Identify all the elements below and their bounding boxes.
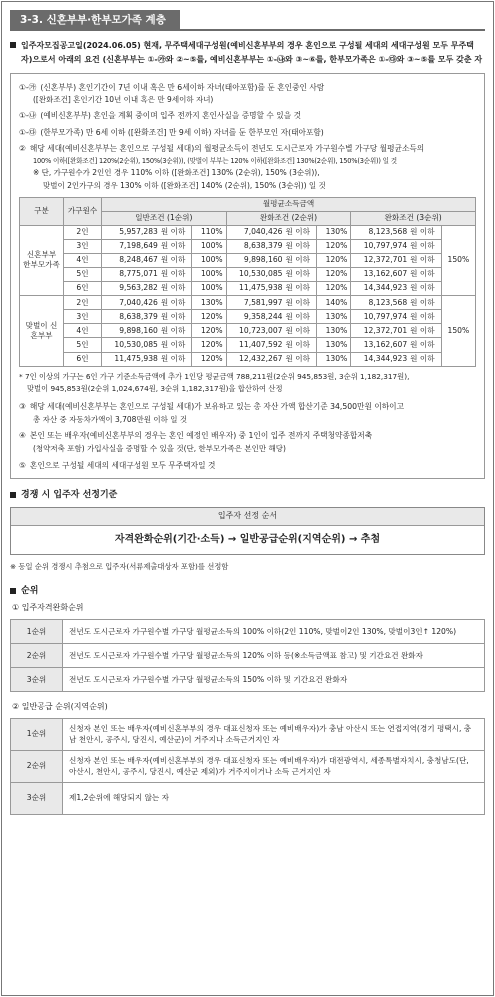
relax2-amount: 11,475,938 [226, 282, 284, 296]
unit-label: 원 이하 [160, 352, 192, 366]
unit-label: 원 이하 [285, 267, 317, 281]
income-row [20, 267, 476, 281]
selection-heading [10, 489, 485, 501]
eligibility-intro [10, 39, 485, 67]
unit-label: 원 이하 [285, 338, 317, 352]
unit-label: 원 이하 [160, 253, 192, 267]
relax2-amount: 9,358,244 [226, 310, 284, 324]
general-percent: 100% [192, 282, 226, 296]
general-percent: 120% [192, 324, 226, 338]
selection-note: ※ 동일 순위 경쟁시 추첨으로 입주자(서류제출대상자 포함)를 선정함 [10, 561, 229, 571]
general-amount: 7,040,426 [102, 296, 160, 310]
unit-label: 원 이하 [409, 338, 441, 352]
member-count: 3인 [64, 310, 102, 324]
rank2-table [10, 718, 485, 815]
item-1a [19, 81, 476, 94]
item-1a-relaxed: ([완화조건] 혼인기간 10년 이내 혹은 만 9세이하 자녀) [33, 94, 214, 104]
square-bullet-icon [10, 42, 16, 48]
item-1a-number: ①-㉮ [19, 83, 37, 93]
relax3-amount: 13,162,607 [351, 267, 409, 281]
relax2-percent: 120% [317, 239, 351, 253]
unit-label: 원 이하 [285, 239, 317, 253]
rank-description: 신청자 본인 또는 배우자(예비신혼부부의 경우 대표신청자 또는 예비배우자)가 대전광역시, 세종특별자치시, 충청남도(단, 아산시, 천안시, 공주시, 당진시, 예산군 제외)가 거주지이거나 소득 근거지인 자 [63, 751, 485, 783]
item-5-text: 혼인으로 구성될 세대의 세대구성원 모두 무주택자일 것 [29, 460, 216, 470]
general-percent: 120% [192, 310, 226, 324]
rank-label: 2순위 [11, 644, 63, 668]
section-title: 3-3. 신혼부부·한부모가족 계층 [10, 10, 180, 30]
general-amount: 8,775,071 [102, 267, 160, 281]
item-3-number: ③ [19, 402, 26, 412]
unit-label: 원 이하 [160, 239, 192, 253]
unit-label: 원 이하 [285, 310, 317, 324]
unit-label: 원 이하 [160, 310, 192, 324]
col-income: 월평균소득금액 [102, 197, 476, 211]
relax3-amount: 8,123,568 [351, 225, 409, 239]
general-amount: 10,530,085 [102, 338, 160, 352]
unit-label: 원 이하 [160, 338, 192, 352]
rank2-subheading: ② 일반공급 순위(지역순위) [12, 702, 108, 712]
relax3-amount: 13,162,607 [351, 338, 409, 352]
item-2-number: ② [19, 144, 26, 154]
relax3-amount: 10,797,974 [351, 310, 409, 324]
unit-label: 원 이하 [160, 324, 192, 338]
selection-order-flow: 자격완화순위(기간·소득) → 일반공급순위(지역순위) → 추첨 [114, 534, 381, 545]
unit-label: 원 이하 [160, 282, 192, 296]
relax2-amount: 10,723,007 [226, 324, 284, 338]
member-count: 6인 [64, 282, 102, 296]
member-count: 5인 [64, 338, 102, 352]
relax2-amount: 11,407,592 [226, 338, 284, 352]
general-amount: 9,898,160 [102, 324, 160, 338]
relax2-amount: 7,581,997 [226, 296, 284, 310]
member-count: 6인 [64, 352, 102, 366]
item-1a-text: (신혼부부) 혼인기간이 7년 이내 혹은 만 6세이하 자녀(태아포함)를 둔 혼인중인 사람 [40, 83, 325, 93]
item-1b [19, 109, 476, 122]
rank1-table [10, 619, 485, 692]
group-label: 신혼부부 한부모가족 [20, 225, 64, 295]
unit-label: 원 이하 [409, 267, 441, 281]
unit-label: 원 이하 [285, 296, 317, 310]
general-percent: 110% [192, 225, 226, 239]
eligibility-intro-text: 입주자모집공고일(2024.06.05) 현재, 무주택세대구성원(예비신혼부부의 경우 혼인으로 구성될 세대의 세대구성원 모두 무주택자)으로서 아래의 요건 (신혼부부는 ①-㉮와 ②~⑤를, 예비신혼부부는 ①-㉯와 ③~⑥를, 한부모가족은 ①-㉰와 ③~⑤를 모두 갖춘 자 [21, 41, 483, 65]
member-count: 4인 [64, 253, 102, 267]
unit-label: 원 이하 [160, 225, 192, 239]
relax2-amount: 7,040,426 [226, 225, 284, 239]
unit-label: 원 이하 [285, 352, 317, 366]
income-row [20, 352, 476, 366]
rank-description: 전년도 도시근로자 가구원수별 가구당 월평균소득의 120% 이하 등(※소득금액표 참고) 및 기간요건 완화자 [63, 644, 485, 668]
group-label: 맞벌이 신혼부부 [20, 296, 64, 366]
item-1c-number: ①-㉰ [19, 127, 37, 137]
relax2-amount: 10,530,085 [226, 267, 284, 281]
relax2-amount: 8,638,379 [226, 239, 284, 253]
relax3-amount: 12,372,701 [351, 253, 409, 267]
unit-label: 원 이하 [160, 267, 192, 281]
unit-label: 원 이하 [409, 296, 441, 310]
item-4-sub: (청약저축 포함) 가입사실을 증명할 수 있을 것(단, 한부모가족은 본인만 해당) [33, 443, 286, 453]
unit-label: 원 이하 [409, 310, 441, 324]
relax2-percent: 130% [317, 310, 351, 324]
relax2-percent: 130% [317, 324, 351, 338]
rank-row [11, 668, 485, 692]
income-row [20, 253, 476, 267]
general-percent: 130% [192, 296, 226, 310]
income-row [20, 296, 476, 310]
general-amount: 8,638,379 [102, 310, 160, 324]
rank-description: 신청자 본인 또는 배우자(예비신혼부부의 경우 대표신청자 또는 예비배우자)가 충남 아산시 또는 연접지역(경기 평택시, 충남 천안시, 공주시, 당진시, 예산군)이 거주지나 소득근거지인 자 [63, 719, 485, 751]
rank-row [11, 751, 485, 783]
member-count: 5인 [64, 267, 102, 281]
relax2-percent: 120% [317, 253, 351, 267]
relax3-amount: 14,344,923 [351, 282, 409, 296]
general-percent: 100% [192, 267, 226, 281]
item-3-sub: 총 자산 중 자동차가액이 3,708만원 이하 일 것 [33, 414, 188, 424]
square-bullet-icon [10, 492, 16, 498]
rank-label: 3순위 [11, 783, 63, 815]
unit-label: 원 이하 [409, 225, 441, 239]
unit-label: 원 이하 [285, 253, 317, 267]
item-2-note-2: 맞벌이 2인가구의 경우 130% 이하 ([완화조건] 140% (2순위), 150% (3순위)) 일 것 [43, 180, 326, 190]
general-amount: 8,248,467 [102, 253, 160, 267]
relax2-percent: 120% [317, 282, 351, 296]
table-note-1: * 7인 이상의 가구는 6인 가구 기준소득금액에 추가 1인당 평균금액 788,211원(2순위 945,853원, 3순위 1,182,317원), [19, 371, 410, 381]
unit-label: 원 이하 [409, 239, 441, 253]
item-1b-number: ①-㉯ [19, 111, 37, 121]
general-percent: 100% [192, 253, 226, 267]
item-2-text-cont: 100% 이하([완화조건] 120%(2순위), 150%(3순위)), (맞벌이 부부는 120% 이하([완화조건] 130%(2순위), 150%(3순위)) 일 것 [33, 156, 397, 165]
unit-label: 원 이하 [409, 282, 441, 296]
rank-row [11, 719, 485, 751]
rank-label: 3순위 [11, 668, 63, 692]
col-relax3: 완화조건 (3순위) [351, 211, 476, 225]
rank-row [11, 783, 485, 815]
general-amount: 7,198,649 [102, 239, 160, 253]
rank-heading-text: 순위 [21, 586, 39, 597]
income-row [20, 324, 476, 338]
document-page [1, 1, 494, 996]
col-relax2: 완화조건 (2순위) [226, 211, 351, 225]
relax3-amount: 14,344,923 [351, 352, 409, 366]
item-1c [19, 126, 476, 139]
general-percent: 120% [192, 338, 226, 352]
relax3-amount: 10,797,974 [351, 239, 409, 253]
item-5 [19, 459, 476, 472]
col-group: 구분 [20, 197, 64, 225]
relax3-amount: 12,372,701 [351, 324, 409, 338]
item-2-text: 해당 세대(예비신혼부부는 혼인으로 구성될 세대)의 월평균소득이 전년도 도시근로자 가구원수별 가구당 월평균소득의 [29, 144, 425, 154]
income-table [19, 197, 476, 367]
relax2-percent: 130% [317, 352, 351, 366]
income-row [20, 310, 476, 324]
relax2-amount: 12,432,267 [226, 352, 284, 366]
relax3-amount: 8,123,568 [351, 296, 409, 310]
unit-label: 원 이하 [285, 225, 317, 239]
rank-row [11, 620, 485, 644]
unit-label: 원 이하 [409, 253, 441, 267]
unit-label: 원 이하 [285, 282, 317, 296]
col-members: 가구원수 [64, 197, 102, 225]
rank-description: 전년도 도시근로자 가구원수별 가구당 월평균소득의 150% 이하 및 기간요건 완화자 [63, 668, 485, 692]
general-amount: 11,475,938 [102, 352, 160, 366]
income-row [20, 338, 476, 352]
selection-order-box [10, 507, 485, 554]
rank-description: 전년도 도시근로자 가구원수별 가구당 월평균소득의 100% 이하(2인 110%, 맞벌이2인 130%, 맞벌이3인↑ 120%) [63, 620, 485, 644]
unit-label: 원 이하 [160, 296, 192, 310]
rank-label: 1순위 [11, 719, 63, 751]
item-1c-text: (한부모가족) 만 6세 이하 ([완화조건] 만 9세 이하) 자녀를 둔 한부모인 자(태아포함) [40, 127, 324, 137]
rank1-subheading: ① 입주자격완화순위 [12, 603, 84, 613]
general-amount: 5,957,283 [102, 225, 160, 239]
relax3-percent: 150% [441, 296, 475, 366]
relax3-percent: 150% [441, 225, 475, 295]
item-3 [19, 400, 476, 413]
relax2-percent: 130% [317, 225, 351, 239]
income-row [20, 239, 476, 253]
item-5-number: ⑤ [19, 460, 26, 470]
general-amount: 9,563,282 [102, 282, 160, 296]
unit-label: 원 이하 [285, 324, 317, 338]
member-count: 2인 [64, 296, 102, 310]
col-general: 일반조건 (1순위) [102, 211, 227, 225]
relax2-percent: 140% [317, 296, 351, 310]
member-count: 2인 [64, 225, 102, 239]
relax2-percent: 120% [317, 267, 351, 281]
item-2-note-1: ※ 단, 가구원수가 2인인 경우 110% 이하 ([완화조건] 130% (2순위), 150% (3순위)), [33, 168, 320, 177]
unit-label: 원 이하 [409, 352, 441, 366]
selection-heading-text: 경쟁 시 입주자 선정기준 [21, 490, 118, 501]
rank-row [11, 644, 485, 668]
rank-heading [10, 585, 485, 597]
item-3-text: 해당 세대(예비신혼부부는 혼인으로 구성될 세대)가 보유하고 있는 총 자산 가액 합산기준 34,500만원 이하이고 [29, 402, 405, 412]
member-count: 3인 [64, 239, 102, 253]
general-percent: 120% [192, 352, 226, 366]
income-row [20, 282, 476, 296]
table-note-2: 맞벌이 945,853원(2순위 1,024,674원, 3순위 1,182,317원)을 합산하여 산정 [27, 384, 283, 394]
item-1b-text: (예비신혼부부) 혼인을 계획 중이며 입주 전까지 혼인사실을 증명할 수 있을 것 [40, 111, 302, 121]
rank-label: 1순위 [11, 620, 63, 644]
item-4 [19, 429, 476, 442]
item-4-number: ④ [19, 431, 26, 441]
selection-order-title: 입주자 선정 순서 [11, 508, 484, 526]
unit-label: 원 이하 [409, 324, 441, 338]
relax2-percent: 130% [317, 338, 351, 352]
item-4-text: 본인 또는 배우자(예비신혼부부의 경우는 혼인 예정인 배우자) 중 1인이 입주 전까지 주택청약종합저축 [29, 431, 373, 441]
eligibility-box [10, 73, 485, 479]
square-bullet-icon [10, 588, 16, 594]
income-row [20, 225, 476, 239]
relax2-amount: 9,898,160 [226, 253, 284, 267]
rank-label: 2순위 [11, 751, 63, 783]
member-count: 4인 [64, 324, 102, 338]
rank-description: 제1,2순위에 해당되지 않는 자 [63, 783, 485, 815]
item-2 [19, 142, 476, 155]
general-percent: 100% [192, 239, 226, 253]
